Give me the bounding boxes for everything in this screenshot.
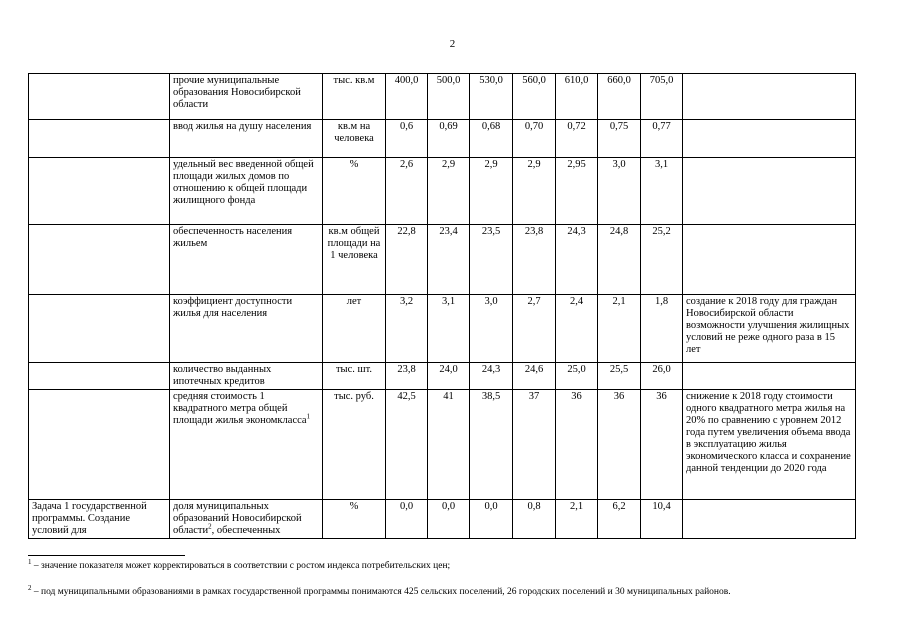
value-cell: 3,0 [598, 158, 641, 225]
task-cell [29, 158, 170, 225]
note-cell [683, 500, 856, 539]
value-cell: 560,0 [513, 74, 556, 120]
value-cell: 2,95 [556, 158, 598, 225]
table-row [29, 500, 856, 539]
page-number: 2 [449, 38, 456, 50]
value-cell: 0,68 [470, 120, 513, 158]
unit-cell: % [323, 158, 386, 225]
indicator-cell: прочие муниципальные образования Новосибирской области [170, 74, 323, 120]
unit-cell: тыс. кв.м [323, 74, 386, 120]
unit-cell: тыс. шт. [323, 363, 386, 390]
value-cell: 3,1 [641, 158, 683, 225]
task-cell [29, 74, 170, 120]
value-cell: 22,8 [386, 225, 428, 295]
value-cell: 42,5 [386, 390, 428, 500]
task-cell [29, 390, 170, 500]
task-cell [29, 225, 170, 295]
value-cell: 26,0 [641, 363, 683, 390]
value-cell: 24,6 [513, 363, 556, 390]
indicator-cell: обеспеченность населения жильем [170, 225, 323, 295]
value-cell: 0,8 [513, 500, 556, 539]
note-cell [683, 74, 856, 120]
value-cell: 10,4 [641, 500, 683, 539]
value-cell: 0,0 [386, 500, 428, 539]
unit-cell: кв.м на человека [323, 120, 386, 158]
value-cell: 2,6 [386, 158, 428, 225]
value-cell: 23,4 [428, 225, 470, 295]
value-cell: 36 [641, 390, 683, 500]
footnote-2: $^2$ – под муниципальными образованиями в рамках государственной программы понимаются 425 сельских поселений, 26 городских поселений и 30 муниципальных районов. [28, 583, 731, 597]
note-cell [683, 158, 856, 225]
value-cell: 25,5 [598, 363, 641, 390]
table-row [29, 158, 856, 225]
note-cell [683, 120, 856, 158]
unit-cell: кв.м общей площади на 1 человека [323, 225, 386, 295]
indicator-cell: коэффициент доступности жилья для населения [170, 295, 323, 363]
value-cell: 2,9 [428, 158, 470, 225]
indicator-cell: ввод жилья на душу населения [170, 120, 323, 158]
value-cell: 3,1 [428, 295, 470, 363]
value-cell: 0,70 [513, 120, 556, 158]
footnote-separator [28, 555, 185, 556]
table-row [29, 74, 856, 120]
value-cell: 23,8 [513, 225, 556, 295]
value-cell: 37 [513, 390, 556, 500]
value-cell: 500,0 [428, 74, 470, 120]
value-cell: 0,6 [386, 120, 428, 158]
value-cell: 3,0 [470, 295, 513, 363]
note-cell: снижение к 2018 году стоимости одного квадратного метра жилья на 20% по сравнению с уровнем 2012 года путем увеличения объема ввода в эксплуатацию жилья экономического класса и сохранение данной тенденции до 2020 года [683, 390, 856, 500]
value-cell: 6,2 [598, 500, 641, 539]
value-cell: 24,3 [470, 363, 513, 390]
task-cell [29, 363, 170, 390]
task-cell [29, 120, 170, 158]
value-cell: 25,0 [556, 363, 598, 390]
value-cell: 2,1 [556, 500, 598, 539]
value-cell: 2,9 [470, 158, 513, 225]
table-row [29, 363, 856, 390]
value-cell: 23,8 [386, 363, 428, 390]
note-cell: создание к 2018 году для граждан Новосибирской области возможности улучшения жилищных условий не реже одного раза в 15 лет [683, 295, 856, 363]
value-cell: 0,0 [428, 500, 470, 539]
indicators-table [28, 73, 856, 539]
value-cell: 36 [556, 390, 598, 500]
value-cell: 24,3 [556, 225, 598, 295]
value-cell: 25,2 [641, 225, 683, 295]
indicator-cell: удельный вес введенной общей площади жилых домов по отношению к общей площади жилищного фонда [170, 158, 323, 225]
table-row [29, 120, 856, 158]
unit-cell: лет [323, 295, 386, 363]
value-cell: 24,8 [598, 225, 641, 295]
value-cell: 0,72 [556, 120, 598, 158]
table-row [29, 295, 856, 363]
value-cell: 0,75 [598, 120, 641, 158]
value-cell: 610,0 [556, 74, 598, 120]
note-cell [683, 225, 856, 295]
value-cell: 530,0 [470, 74, 513, 120]
value-cell: 36 [598, 390, 641, 500]
value-cell: 0,77 [641, 120, 683, 158]
footnote-1: $^1$ – значение показателя может корректироваться в соответствии с ростом индекса потребительских цен; [28, 557, 451, 571]
task-cell [29, 295, 170, 363]
value-cell: 41 [428, 390, 470, 500]
value-cell: 400,0 [386, 74, 428, 120]
note-cell [683, 363, 856, 390]
unit-cell: тыс. руб. [323, 390, 386, 500]
table-row [29, 225, 856, 295]
indicator-cell: средняя стоимость 1 квадратного метра общей площади жилья экономкласса$^1$ [170, 390, 323, 500]
value-cell: 3,2 [386, 295, 428, 363]
value-cell: 2,7 [513, 295, 556, 363]
unit-cell: % [323, 500, 386, 539]
value-cell: 660,0 [598, 74, 641, 120]
indicator-cell: количество выданных ипотечных кредитов [170, 363, 323, 390]
value-cell: 24,0 [428, 363, 470, 390]
table-row [29, 390, 856, 500]
indicator-cell: доля муниципальных образований Новосибирской области$^2$, обеспеченных [170, 500, 323, 539]
value-cell: 705,0 [641, 74, 683, 120]
value-cell: 0,69 [428, 120, 470, 158]
value-cell: 23,5 [470, 225, 513, 295]
table-body [29, 74, 856, 539]
value-cell: 1,8 [641, 295, 683, 363]
value-cell: 2,1 [598, 295, 641, 363]
value-cell: 2,9 [513, 158, 556, 225]
value-cell: 38,5 [470, 390, 513, 500]
value-cell: 2,4 [556, 295, 598, 363]
task-cell: Задача 1 государственной программы. Создание условий для [29, 500, 170, 539]
value-cell: 0,0 [470, 500, 513, 539]
